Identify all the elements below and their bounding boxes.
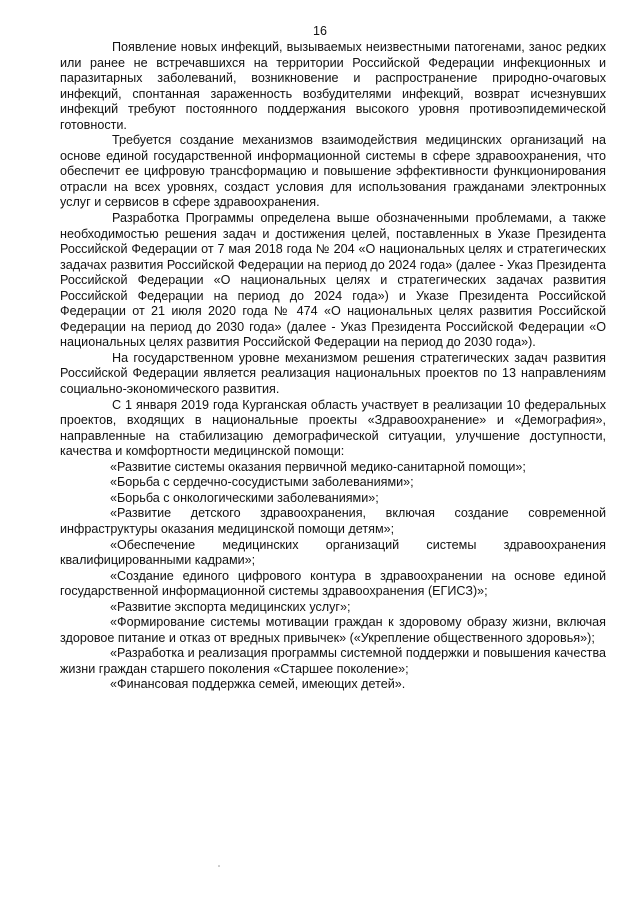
list-item: «Развитие детского здравоохранения, включая создание современной инфраструктуры оказания медицинской помощи детям»; <box>60 506 606 536</box>
list-item: «Развитие экспорта медицинских услуг»; <box>110 599 351 614</box>
paragraph: Разработка Программы определена выше обозначенными проблемами, а также необходимостью решения задач и достижения целей, поставленных в Указе Президента Российской Федерации от 7 мая 2018 года № 204 «О национальных целях и стратегических задачах развития Российской Федерации на период до 2024 года» (далее - Указ Президента Российской Федерации «О национальных целях и стратегических задачах развития Российской Федерации на период до 2024 года») и Указе Президента Российской Федерации от 21 июля 2020 года № 474 «О национальных целях развития Российской Федерации на период до 2030 года» (далее - Указ Президента Российской Федерации «О национальных целях развития Российской Федерации на период до 2030 года»). <box>60 211 606 350</box>
list-item: «Борьба с онкологическими заболеваниями»; <box>110 490 379 505</box>
paragraph: Появление новых инфекций, вызываемых неизвестными патогенами, занос редких или ранее не встречавшихся на территории Российской Федерации инфекционных и паразитарных заболеваний, возникновение и распространение природно-очаговых инфекций, спонтанная зараженность возбудителями инфекций, возврат исчезнувших инфекций требуют постоянного поддержания высокого уровня противоэпидемической готовности. <box>60 40 606 132</box>
list-item: «Борьба с сердечно-сосудистыми заболеваниями»; <box>110 475 414 490</box>
paragraph: С 1 января 2019 года Курганская область участвует в реализации 10 федеральных проектов, входящих в национальные проекты «Здравоохранение» и «Демография», направленные на стабилизацию демографической ситуации, улучшение доступности, качества и комфортности медицинской помощи: <box>60 397 606 459</box>
list-item: «Обеспечение медицинских организаций системы здравоохранения квалифицированными кадрами»; <box>60 537 606 568</box>
paragraph: Требуется создание механизмов взаимодействия медицинских организаций на основе единой государственной информационной системы в сфере здравоохранения, что обеспечит ее цифровую трансформацию и повышение эффективности функционирования отрасли на всех уровнях, создаст условия для использования гражданами электронных услуг и сервисов в сфере здравоохранения. <box>60 133 606 210</box>
list-item: «Развитие системы оказания первичной медико-санитарной помощи»; <box>110 459 526 474</box>
list-item: «Разработка и реализация программы системной поддержки и повышения качества жизни граждан старшего поколения «Старшее поколение»; <box>60 646 606 676</box>
stray-mark: ˚ <box>218 866 221 873</box>
paragraph: На государственном уровне механизмом решения стратегических задач развития Российской Федерации является реализация национальных проектов по 13 направлениям социально-экономического развития. <box>60 350 606 397</box>
body-text <box>60 40 606 693</box>
list-item: «Формирование системы мотивации граждан к здоровому образу жизни, включая здоровое питание и отказ от вредных привычек» («Укрепление общественного здоровья»); <box>60 615 606 645</box>
list-item: «Создание единого цифрового контура в здравоохранении на основе единой государственной информационной системы здравоохранения (ЕГИСЗ)»; <box>60 568 606 599</box>
list-item: «Финансовая поддержка семей, имеющих детей». <box>110 677 406 692</box>
page-number: 16 <box>313 24 327 38</box>
